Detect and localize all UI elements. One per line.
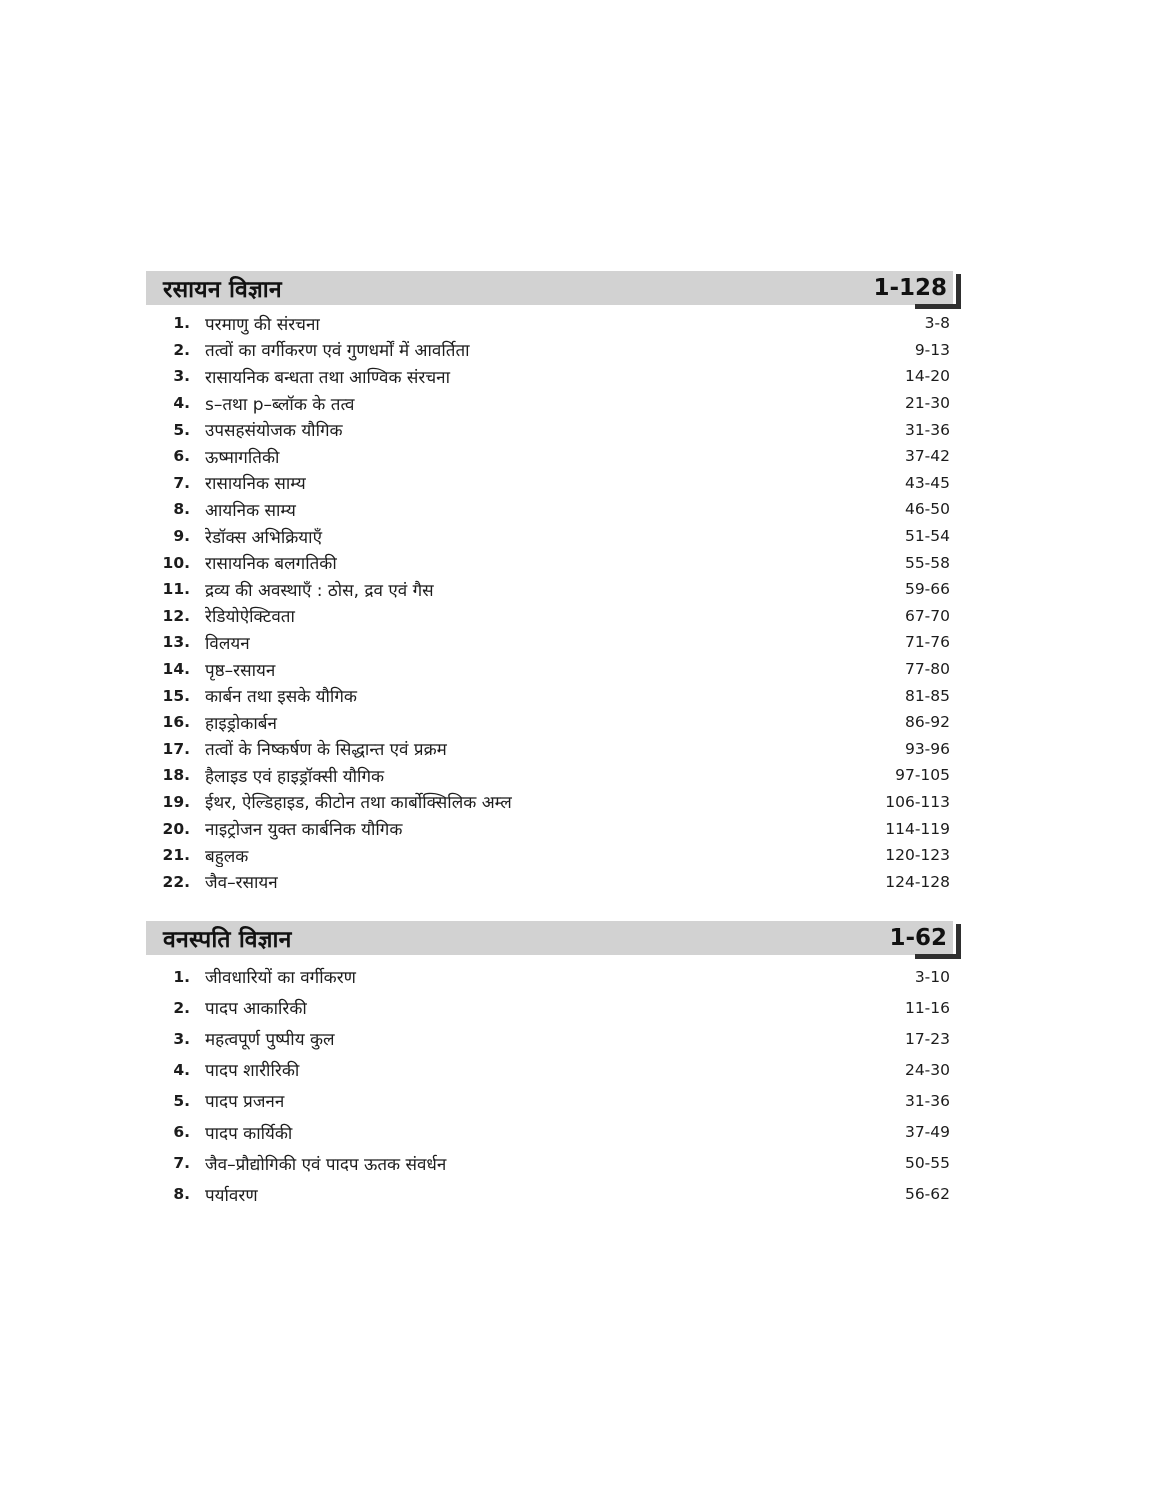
- chapter-pages: 114-119: [885, 819, 950, 838]
- section-page-range: 1-128: [873, 275, 947, 301]
- chapter-number: 12.: [162, 606, 190, 625]
- chapter-title: जैव–रसायन: [205, 873, 278, 894]
- chapter-number: 5.: [173, 420, 190, 439]
- chapter-pages: 37-42: [904, 447, 950, 466]
- chapter-row: [146, 390, 953, 417]
- chemistry-header-bar: [146, 271, 953, 305]
- chapter-number: 4.: [173, 1060, 190, 1079]
- chapter-row: [146, 961, 953, 992]
- chapter-list-botany: [146, 961, 953, 1210]
- chapter-title: हाइड्रोकार्बन: [205, 713, 277, 734]
- chapter-pages: 67-70: [904, 606, 950, 625]
- chapter-number: 17.: [162, 739, 190, 758]
- chapter-number: 7.: [173, 473, 190, 492]
- chapter-row: [146, 1023, 953, 1054]
- chapter-pages: 51-54: [904, 527, 950, 546]
- chapter-pages: 14-20: [904, 367, 950, 386]
- chapter-row: [146, 736, 953, 763]
- chapter-number: 8.: [173, 500, 190, 519]
- section-botany: [146, 921, 953, 1210]
- chapter-row: [146, 629, 953, 656]
- chapter-title: तत्वों का वर्गीकरण एवं गुणधर्मों में आवर्तिता: [205, 341, 470, 362]
- chapter-number: 22.: [162, 872, 190, 891]
- chapter-row: [146, 470, 953, 497]
- chapter-title: विलयन: [205, 633, 250, 654]
- chapter-pages: 59-66: [904, 580, 950, 599]
- chapter-row: [146, 603, 953, 630]
- chapter-row: [146, 709, 953, 736]
- chapter-pages: 55-58: [904, 553, 950, 572]
- chapter-title: पादप प्रजनन: [205, 1092, 285, 1113]
- chapter-title: पर्यावरण: [205, 1185, 258, 1206]
- chapter-title: उपसहसंयोजक यौगिक: [205, 421, 343, 442]
- section-title: रसायन विज्ञान: [163, 277, 282, 303]
- chapter-list-chemistry: [146, 310, 953, 895]
- chapter-title: नाइट्रोजन युक्त कार्बनिक यौगिक: [205, 820, 403, 841]
- chapter-number: 2.: [173, 998, 190, 1017]
- chapter-pages: 3-8: [924, 314, 950, 333]
- chapter-row: [146, 337, 953, 364]
- chapter-pages: 93-96: [904, 739, 950, 758]
- chapter-number: 13.: [162, 633, 190, 652]
- chapter-row: [146, 549, 953, 576]
- chapter-pages: 21-30: [904, 394, 950, 413]
- chapter-row: [146, 1148, 953, 1179]
- chapter-row: [146, 1116, 953, 1147]
- chapter-number: 18.: [162, 766, 190, 785]
- chapter-number: 2.: [173, 340, 190, 359]
- chapter-title: पादप आकारिकी: [205, 999, 307, 1020]
- chapter-row: [146, 656, 953, 683]
- chapter-row: [146, 868, 953, 895]
- chapter-pages: 31-36: [904, 420, 950, 439]
- chapter-title: ईथर, ऐल्डिहाइड, कीटोन तथा कार्बोक्सिलिक अम्ल: [205, 793, 512, 814]
- chapter-title: तत्वों के निष्कर्षण के सिद्धान्त एवं प्रक्रम: [205, 740, 447, 761]
- chapter-row: [146, 992, 953, 1023]
- chapter-title: s–तथा p–ब्लॉक के तत्व: [205, 394, 355, 415]
- chapter-pages: 124-128: [885, 872, 950, 891]
- chapter-number: 19.: [162, 792, 190, 811]
- chapter-number: 10.: [162, 553, 190, 572]
- section-page-range: 1-62: [889, 925, 947, 951]
- chapter-number: 5.: [173, 1091, 190, 1110]
- chapter-pages: 71-76: [904, 633, 950, 652]
- chapter-pages: 97-105: [895, 766, 950, 785]
- chapter-title: पादप शारीरिकी: [205, 1061, 300, 1082]
- chapter-row: [146, 523, 953, 550]
- chapter-number: 4.: [173, 394, 190, 413]
- chapter-number: 1.: [173, 967, 190, 986]
- chapter-number: 6.: [173, 1123, 190, 1142]
- chapter-pages: 37-49: [904, 1123, 950, 1142]
- chapter-row: [146, 842, 953, 869]
- chapter-number: 7.: [173, 1154, 190, 1173]
- chapter-row: [146, 789, 953, 816]
- chapter-row: [146, 1054, 953, 1085]
- chapter-pages: 3-10: [914, 967, 950, 986]
- chapter-row: [146, 1179, 953, 1210]
- chapter-row: [146, 496, 953, 523]
- chapter-number: 9.: [173, 527, 190, 546]
- chapter-pages: 46-50: [904, 500, 950, 519]
- chapter-title: रासायनिक साम्य: [205, 474, 306, 495]
- chapter-pages: 11-16: [904, 998, 950, 1017]
- chapter-row: [146, 443, 953, 470]
- chapter-number: 14.: [162, 660, 190, 679]
- section-title: वनस्पति विज्ञान: [163, 927, 292, 953]
- chapter-number: 20.: [162, 819, 190, 838]
- chapter-title: बहुलक: [205, 846, 249, 867]
- chapter-row: [146, 1085, 953, 1116]
- chapter-pages: 43-45: [904, 473, 950, 492]
- chapter-row: [146, 363, 953, 390]
- chapter-title: परमाणु की संरचना: [205, 314, 320, 335]
- chapter-title: पादप कार्यिकी: [205, 1123, 293, 1144]
- chapter-title: पृष्ठ–रसायन: [205, 660, 276, 681]
- chapter-title: महत्वपूर्ण पुष्पीय कुल: [205, 1030, 335, 1051]
- chapter-title: रेडॉक्स अभिक्रियाएँ: [205, 527, 322, 548]
- section-chemistry: [146, 271, 953, 895]
- chapter-number: 3.: [173, 1029, 190, 1048]
- chapter-title: आयनिक साम्य: [205, 500, 296, 521]
- chapter-title: रासायनिक बलगतिकी: [205, 554, 337, 575]
- chapter-pages: 24-30: [904, 1060, 950, 1079]
- chapter-pages: 50-55: [904, 1154, 950, 1173]
- chapter-row: [146, 416, 953, 443]
- chapter-row: [146, 310, 953, 337]
- chapter-pages: 56-62: [904, 1185, 950, 1204]
- chapter-row: [146, 762, 953, 789]
- chapter-title: ऊष्मागतिकी: [205, 447, 280, 468]
- chapter-pages: 81-85: [904, 686, 950, 705]
- chapter-title: जीवधारियों का वर्गीकरण: [205, 968, 356, 989]
- chapter-number: 11.: [162, 580, 190, 599]
- chapter-row: [146, 682, 953, 709]
- chapter-pages: 77-80: [904, 660, 950, 679]
- chapter-title: रेडियोऐक्टिवता: [205, 607, 295, 628]
- chapter-title: जैव–प्रौद्योगिकी एवं पादप ऊतक संवर्धन: [205, 1154, 447, 1175]
- chapter-row: [146, 815, 953, 842]
- chapter-title: द्रव्य की अवस्थाएँ : ठोस, द्रव एवं गैस: [205, 580, 434, 601]
- chapter-pages: 9-13: [914, 340, 950, 359]
- chapter-number: 8.: [173, 1185, 190, 1204]
- botany-header-bar: [146, 921, 953, 955]
- chapter-number: 1.: [173, 314, 190, 333]
- chapter-number: 21.: [162, 846, 190, 865]
- chapter-title: रासायनिक बन्धता तथा आण्विक संरचना: [205, 367, 450, 388]
- chapter-pages: 106-113: [885, 792, 950, 811]
- chapter-number: 6.: [173, 447, 190, 466]
- chapter-pages: 31-36: [904, 1091, 950, 1110]
- chapter-row: [146, 576, 953, 603]
- chapter-number: 15.: [162, 686, 190, 705]
- chapter-title: कार्बन तथा इसके यौगिक: [205, 687, 357, 708]
- chapter-pages: 17-23: [904, 1029, 950, 1048]
- chapter-pages: 120-123: [885, 846, 950, 865]
- chapter-pages: 86-92: [904, 713, 950, 732]
- chapter-number: 3.: [173, 367, 190, 386]
- chapter-title: हैलाइड एवं हाइड्रॉक्सी यौगिक: [205, 766, 385, 787]
- chapter-number: 16.: [162, 713, 190, 732]
